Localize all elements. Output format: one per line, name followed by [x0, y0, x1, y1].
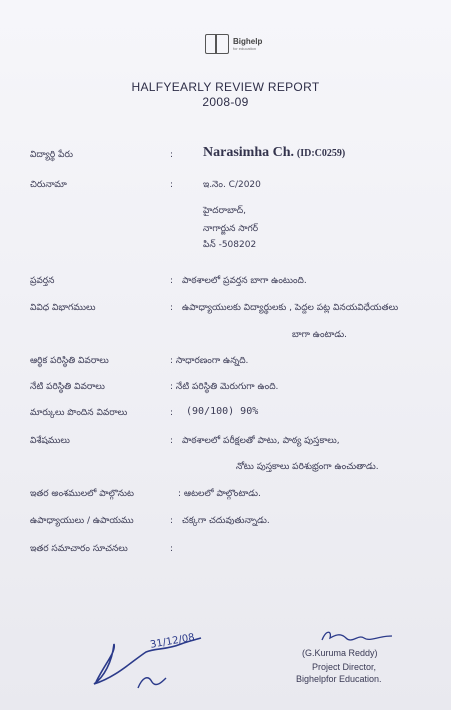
remarks-value: పాఠశాలలో పరీక్షలతో పాటు, పాఠ్య పుస్తకాలు,	[182, 436, 340, 446]
colon: :	[170, 408, 174, 418]
label-financial: ఆర్థిక పరిస్థితి వివరాలు	[30, 356, 109, 366]
logo-name: Bighelp	[233, 36, 263, 46]
teacher-value: చక్కగా చదువుతున్నాడు.	[182, 516, 270, 526]
marks-value: (90/100) 90%	[186, 406, 259, 417]
remarks-value-line2: నోటు పుస్తకాలు పరిశుభ్రంగా ఉంచుతాడు.	[236, 462, 379, 472]
label-other-activities: ఇతర అంశములలో పాల్గొనుట	[30, 489, 134, 499]
label-various: వివిధ విభాగములు	[30, 303, 96, 313]
colon: :	[170, 516, 174, 526]
colon: :	[170, 150, 174, 160]
label-current: నేటి పరిస్థితి వివరాలు	[30, 382, 105, 392]
label-suggestions: ఇతర సమాచారం సూచనలు	[30, 544, 128, 554]
label-conduct: ప్రవర్తన	[30, 276, 55, 286]
colon: :	[170, 180, 174, 190]
student-id: (ID:C0259)	[296, 148, 346, 159]
organization-name: Bighelpfor Education.	[296, 674, 382, 684]
label-teacher: ఉపాధ్యాయులు / ఉపాయము	[30, 516, 134, 526]
current-value: : నేటి పరిస్థితి మెరుగుగా ఉంది.	[170, 382, 279, 392]
colon: :	[170, 436, 174, 446]
book-icon	[205, 34, 229, 54]
report-year: 2008-09	[202, 95, 249, 109]
report-title: HALFYEARLY REVIEW REPORT	[131, 80, 320, 94]
left-signature	[86, 622, 236, 702]
director-name: (G.Kuruma Reddy)	[302, 648, 378, 658]
address-line4: పిన్ -508202	[203, 240, 257, 250]
various-value: ఉపాధ్యాయులకు విద్యార్థులకు , పెద్దల పట్ల వినయవిధేయతలు	[182, 303, 399, 313]
address-line3: నాగార్జున సాగర్	[203, 224, 259, 234]
student-name-value	[203, 145, 345, 161]
logo-tagline: for education	[233, 45, 257, 51]
address-line2: హైదరాబాద్,	[203, 206, 246, 216]
colon: :	[170, 276, 174, 286]
label-student-name: విద్యార్థి పేరు	[30, 150, 73, 160]
right-signature	[318, 624, 398, 648]
address-line1: ఇ.నెం. C/2020	[203, 180, 261, 190]
colon: :	[170, 544, 174, 554]
other-activities-value: : ఆటలలో పాల్గొంటాడు.	[178, 489, 261, 499]
label-marks: మార్కులు పొందిన వివరాలు	[30, 408, 128, 418]
logo	[205, 34, 262, 54]
left-signature-date: 31/12/08	[149, 632, 196, 651]
label-address: చిరునామా	[30, 180, 67, 190]
director-title: Project Director,	[312, 662, 377, 672]
various-value-line2: బాగా ఉంటాడు.	[292, 330, 348, 340]
label-remarks: విశేషములు	[30, 436, 70, 446]
financial-value: : సాధారణంగా ఉన్నది.	[170, 356, 249, 366]
student-name: Narasimha Ch.	[203, 145, 295, 160]
conduct-value: పాఠశాలలో ప్రవర్తన బాగా ఉంటుంది.	[182, 276, 307, 286]
colon: :	[170, 303, 174, 313]
